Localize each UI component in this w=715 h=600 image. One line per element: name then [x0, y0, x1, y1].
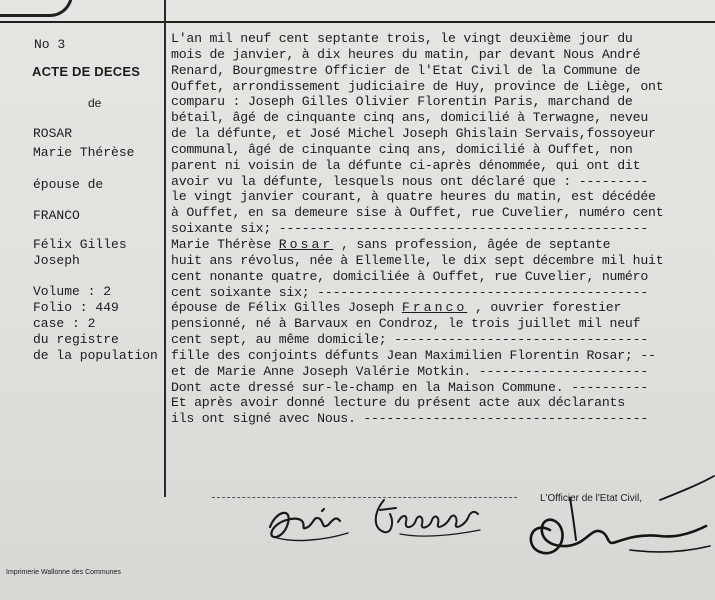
- act-title: ACTE DE DECES: [32, 64, 141, 79]
- spouse-given-names-1: Félix Gilles: [33, 237, 127, 252]
- body-line: cent sept, au même domicile; ---------------------------------: [171, 332, 649, 348]
- body-line: le vingt janvier courant, à quatre heures du matin, est décédée: [171, 189, 656, 205]
- act-title-de: de: [88, 96, 102, 110]
- body-line: comparu : Joseph Gilles Olivier Florentin Paris, marchand de: [171, 94, 633, 110]
- printer-imprint: Imprimerie Wallonne des Communes: [6, 569, 121, 576]
- top-rule: [0, 21, 715, 23]
- column-divider: [164, 0, 166, 497]
- spouse-occupation-text: , ouvrier forestier: [467, 300, 622, 316]
- body-line: soixante six; ------------------------------------------------: [171, 221, 649, 237]
- deceased-first-names-text: Marie Thérèse: [171, 236, 279, 252]
- case-ref: case : 2: [33, 316, 96, 331]
- registry-ref-2: de la population: [33, 348, 158, 363]
- officer-label: L'Officier de l'Etat Civil,: [540, 493, 643, 504]
- top-stamp-mark: [0, 0, 73, 17]
- body-line: Dont acte dressé sur-le-champ en la Maison Commune. ----------: [171, 379, 649, 395]
- body-line: à Ouffet, en sa demeure sise à Ouffet, rue Cuvelier, numéro cent: [171, 205, 664, 221]
- body-line: communal, âgé de cinquante cinq ans, domicilié à Ouffet, non: [171, 141, 633, 157]
- body-line: cent soixante six; -------------------------------------------: [171, 284, 649, 300]
- signature-servais: [370, 492, 485, 542]
- spouse-label: épouse de: [33, 177, 104, 192]
- volume-ref: Volume : 2: [33, 284, 112, 299]
- body-line: mois de janvier, à dix heures du matin, par devant Nous André: [171, 46, 641, 62]
- body-line: Et après avoir donné lecture du présent acte aux déclarants: [171, 395, 625, 411]
- certificate-body: [171, 31, 713, 427]
- body-line: et de Marie Anne Joseph Valérie Motkin. ----------------------: [171, 363, 649, 379]
- signature-officer: [510, 470, 715, 570]
- body-line: huit ans révolus, née à Ellemelle, le dix sept décembre mil huit: [171, 252, 664, 268]
- deceased-given-names: Marie Thérèse: [33, 145, 135, 160]
- body-line: L'an mil neuf cent septante trois, le vingt deuxième jour du: [171, 31, 633, 46]
- spouse-name-spaced: Franco: [401, 300, 468, 316]
- spouse-surname: FRANCO: [33, 208, 80, 223]
- spouse-intro-text: épouse de Félix Gilles Joseph: [171, 300, 402, 316]
- body-line: fille des conjoints défunts Jean Maximilien Florentin Rosar; --: [171, 347, 656, 363]
- body-line: de la défunte, et José Michel Joseph Ghislain Servais,fossoyeur: [171, 126, 656, 142]
- act-number: No 3: [34, 37, 66, 52]
- registry-ref-1: du registre: [33, 332, 119, 347]
- body-line: parent ni voisin de la défunte ci-après dénommée, qui ont dit: [171, 157, 641, 173]
- body-line: pensionné, né à Barvaux en Condroz, le trois juillet mil neuf: [171, 316, 641, 332]
- body-line: cent nonante quatre, domiciliée à Ouffet, rue Cuvelier, numéro: [171, 268, 649, 284]
- spouse-given-names-2: Joseph: [33, 253, 80, 268]
- body-line: ils ont signé avec Nous. -------------------------------------: [171, 411, 649, 427]
- body-line-deceased: [171, 237, 713, 253]
- body-line-spouse: [171, 300, 713, 316]
- signature-paris: [262, 497, 352, 547]
- deceased-surname: ROSAR: [33, 126, 73, 141]
- body-line: bétail, âgé de cinquante cinq ans, domicilié à Terwagne, neveu: [171, 110, 649, 126]
- body-line: Ouffet, arrondissement judiciaire de Huy, province de Liège, ont: [171, 78, 664, 94]
- deceased-name-spaced: Rosar: [278, 236, 334, 252]
- body-line: Renard, Bourgmestre Officier de l'Etat Civil de la Commune de: [171, 62, 641, 78]
- deceased-description-text: , sans profession, âgée de septante: [333, 236, 611, 252]
- folio-ref: Folio : 449: [33, 300, 119, 315]
- body-line: avoir vu la défunte, lesquels nous ont déclaré que : ---------: [171, 173, 649, 189]
